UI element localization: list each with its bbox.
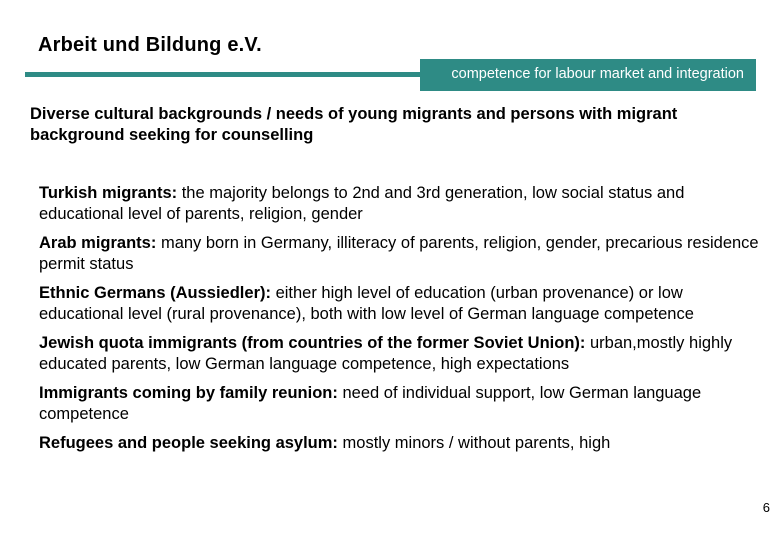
tagline-banner — [420, 59, 756, 91]
tagline-text: competence for labour market and integration — [451, 66, 744, 82]
item-text: the majority belongs to 2nd and 3rd generation, low social status and educational level of parents, religion, gender — [39, 184, 685, 223]
list-item — [39, 333, 764, 375]
item-text: mostly minors / without parents, high — [337, 434, 611, 452]
list-item — [39, 233, 764, 275]
item-text: urban,mostly highly educated parents, low German language competence, high expectations — [39, 334, 733, 373]
org-title: Arbeit und Bildung e.V. — [38, 34, 262, 56]
item-label: Refugees and people seeking asylum: — [39, 434, 338, 452]
item-text: either high level of education (urban provenance) or low educational level (rural provenance), both with low level of German language competence — [39, 284, 694, 323]
list-item — [39, 433, 764, 454]
item-text: many born in Germany, illiteracy of parents, religion, gender, precarious residence permit status — [39, 234, 759, 273]
item-text: need of individual support, low German language competence — [39, 384, 702, 423]
item-label: Ethnic Germans (Aussiedler): — [39, 284, 271, 302]
item-list — [39, 183, 764, 462]
list-item — [39, 283, 764, 325]
intro-heading: Diverse cultural backgrounds / needs of young migrants and persons with migrant background seeking for counselling — [30, 105, 678, 144]
accent-rule — [25, 72, 425, 77]
item-label: Arab migrants: — [39, 234, 157, 252]
list-item — [39, 183, 764, 225]
list-item — [39, 383, 764, 425]
item-label: Immigrants coming by family reunion: — [39, 384, 338, 402]
page-number: 6 — [762, 500, 770, 515]
item-label: Jewish quota immigrants (from countries of the former Soviet Union): — [39, 334, 586, 352]
item-label: Turkish migrants: — [39, 184, 178, 202]
